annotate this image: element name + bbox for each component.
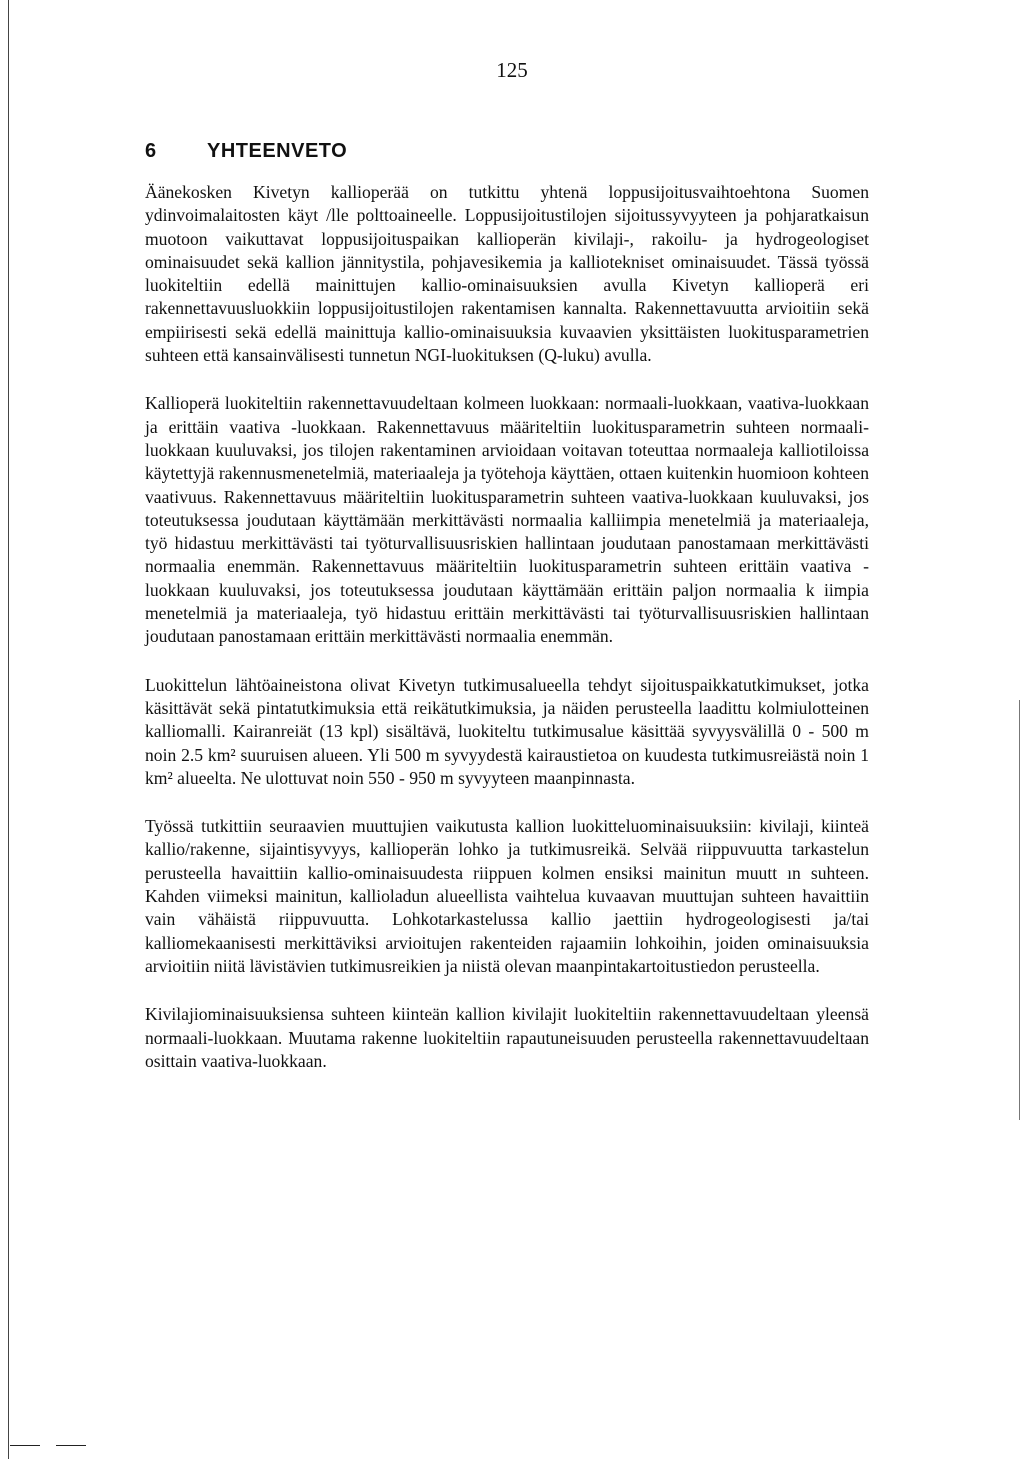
paragraph-1: Äänekosken Kivetyn kallioperää on tutkittu yhtenä loppusijoitusvaihtoehtona Suomen ydinvoimalaitosten käyt /lle polttoaineelle. Loppusijoitustilojen sijoitussyvyyteen ja pohjaratkaisun muotoon vaikuttavat loppusijoituspaikan kallioperän kivilaji-, rakoilu- ja hydrogeologiset ominaisuudet sekä kallion jännitystila, pohjavesikemia ja kalliotekniset ominaisuudet. Tässä työssä luokiteltiin edellä mainittujen kallio-ominaisuuksien avulla Kivetyn kallioperä eri rakennettavuusluokkiin loppusijoitustilojen rakentamisen kannalta. Rakennettavuutta arvioitiin sekä empiirisesti sekä edellä mainittuja kallio-ominaisuuksia kuvaavien yksittäisten luokitusparametrien suhteen että kansainvälisesti tunnetun NGI-luokituksen (Q-luku) avulla. [145, 182, 869, 366]
section-title: YHTEENVETO [207, 140, 348, 162]
page-number: 125 [496, 58, 528, 82]
paragraph-3: Luokittelun lähtöaineistona olivat Kivetyn tutkimusalueella tehdyt sijoituspaikkatutkimukset, jotka käsittävät sekä pintatutkimuksia että reikätutkimuksia, ja näiden perusteella laadittu kolmiulotteinen kalliomalli. Kairanreiät (13 kpl) sisältävä, luokiteltu tutkimusalue käsittää syvyysvälillä 0 - 500 m noin 2.5 km² suuruisen alueen. Yli 500 m syvyydestä kairaustietoa on kuudesta tutkimusreiästä noin 1 km² alueelta. Ne ulottuvat noin 550 - 950 m syvyyteen maanpinnasta. [145, 674, 869, 788]
footer-rule-1 [10, 1445, 40, 1446]
footer-rule-2 [56, 1445, 86, 1446]
body-text [145, 181, 869, 1098]
paragraph-4: Työssä tutkittiin seuraavien muuttujien vaikutusta kallion luokitteluominaisuuksiin: kivilaji, kiinteä kallio/rakenne, sijaintisyvyys, kallioperän lohko ja tutkimusreikä. Selvää riippuvuutta tarkastelun perusteella havaittiin kallio-ominaisuudesta riippuen kolmen ensiksi mainitun muutt ın suhteen. Kahden viimeksi mainitun, kallioladun alueellista vaihtelua kuvaavan muuttujan suhteen havaittiin vain vähäistä riippuvuutta. Lohkotarkastelussa kallio jaettiin hydrogeologisesti ja/tai kalliomekaanisesti merkittäviksi arvioitujen rakenteiden rajaamiin lohkoihin, joiden ominaisuuksia arvioitiin niitä lävistävien tutkimusreikien ja niistä olevan maanpintakartoitustiedon perusteella. [145, 816, 869, 976]
paragraph-5: Kivilajiominaisuuksiensa suhteen kiinteän kallion kivilajit luokiteltiin rakennettavuudeltaan yleensä normaali-luokkaan. Muutama rakenne luokiteltiin rapautuneisuuden perusteella rakennettavuudeltaan osittain vaativa-luokkaan. [145, 1004, 869, 1071]
section-number: 6 [145, 140, 157, 162]
paragraph-2: Kallioperä luokiteltiin rakennettavuudeltaan kolmeen luokkaan: normaali-luokkaan, vaativa-luokkaan ja erittäin vaativa -luokkaan. Rakennettavuus määriteltiin luokitusparametrin suhteen normaali-luokkaan kuuluvaksi, jos tilojen rakentaminen arvioidaan voitavan toteuttaa normaaleja kalliotiloissa käytettyjä rakennusmenetelmiä, materiaaleja ja työtehoja käyttäen, ottaen kuitenkin huomioon kohteen vaativuus. Rakennettavuus määriteltiin luokitusparametrin suhteen vaativa-luokkaan kuuluvaksi, jos toteutuksessa joudutaan käyttämään merkittävästi normaalia kalliimpia menetelmiä ja materiaaleja, työ hidastuu merkittävästi tai työturvallisuusriskien hallintaan joudutaan panostamaan merkittävästi normaalia enemmän. Rakennettavuus määriteltiin luokitusparametrin suhteen erittäin vaativa -luokkaan kuuluvaksi, jos toteutuksessa joudutaan käyttämään erittäin paljon normaalia k iimpia menetelmiä ja materiaaleja, työ hidastuu erittäin merkittävästi tai työturvallisuusriskien hallintaan joudutaan panostamaan erittäin merkittävästi normaalia enemmän. [145, 393, 869, 647]
scan-edge-line [8, 0, 9, 1459]
section-heading [145, 140, 347, 163]
scan-edge-line-right [1019, 700, 1020, 1120]
